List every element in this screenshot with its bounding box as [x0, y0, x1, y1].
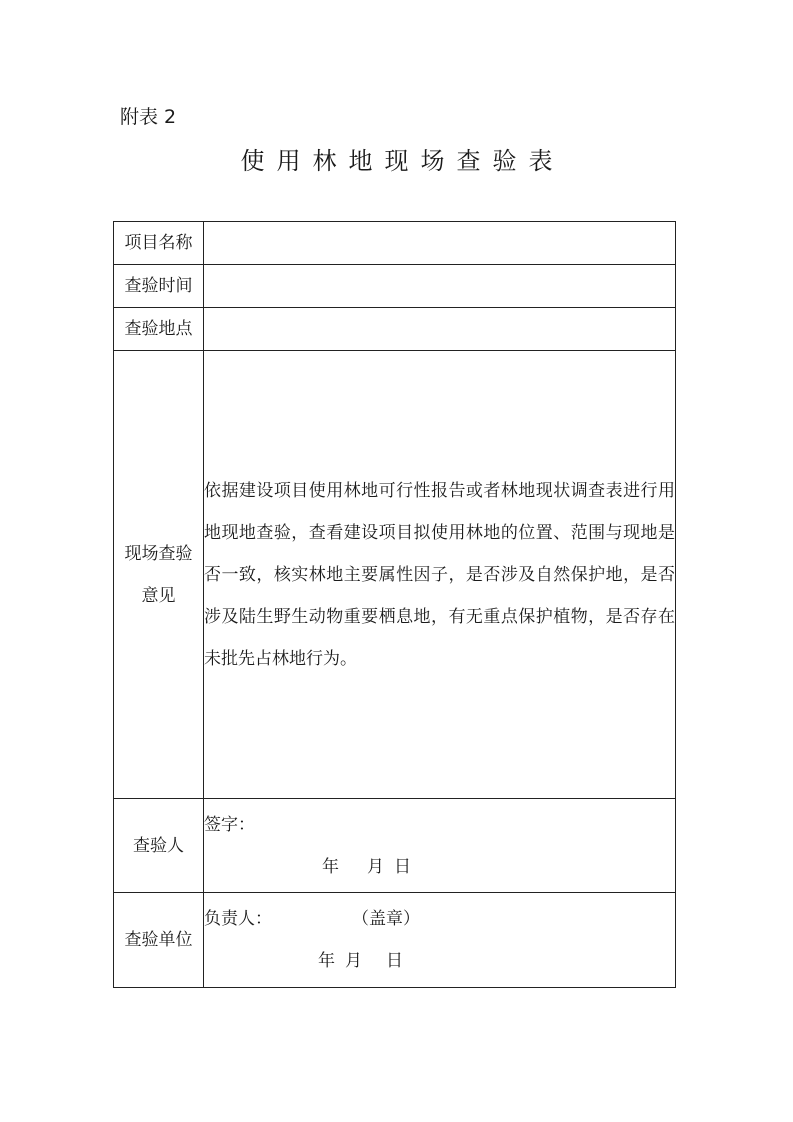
inspection-unit-label: 查验单位: [114, 893, 204, 988]
unit-date-month: 月: [345, 951, 362, 971]
signature-label: 签字：: [204, 814, 255, 835]
inspector-date-month: 月: [367, 856, 384, 877]
inspector-date: [204, 846, 675, 888]
inspector-field[interactable]: [204, 799, 676, 893]
row-site-opinion: [114, 351, 676, 799]
inspection-unit-field[interactable]: [204, 893, 676, 988]
row-project-name: [114, 222, 676, 265]
project-name-label: 项目名称: [114, 222, 204, 265]
site-opinion-label-line2: 意见: [141, 585, 176, 606]
site-opinion-field[interactable]: [204, 351, 676, 799]
site-inspection-form: [113, 221, 676, 988]
inspector-label: 查验人: [114, 799, 204, 893]
inspector-date-day: 日: [394, 856, 411, 877]
responsible-line: [204, 898, 675, 940]
inspection-location-field[interactable]: [204, 308, 676, 351]
project-name-field[interactable]: [204, 222, 676, 265]
inspection-time-label: 查验时间: [114, 265, 204, 308]
row-inspection-time: [114, 265, 676, 308]
row-inspector: [114, 799, 676, 893]
row-inspection-unit: [114, 893, 676, 988]
unit-date-year: 年: [318, 951, 335, 971]
site-opinion-text: 依据建设项目使用林地可行性报告或者林地现状调查表进行用地现地查验，查看建设项目拟使用林地的位置、范围与现地是否一致，核实林地主要属性因子，是否涉及自然保护地，是否涉及陆生野生动物重要栖息地，有无重点保护植物，是否存在未批先占林地行为。: [204, 480, 675, 669]
row-inspection-location: [114, 308, 676, 351]
inspector-date-year: 年: [322, 856, 339, 877]
seal-label: （盖章）: [352, 909, 420, 929]
responsible-label: 负责人：: [204, 909, 272, 929]
unit-date-day: 日: [386, 951, 403, 971]
site-opinion-label-line1: 现场查验: [124, 543, 193, 564]
document-title: 使用林地现场查验表: [240, 147, 565, 175]
inspection-time-field[interactable]: [204, 265, 676, 308]
unit-date: [204, 940, 675, 982]
annex-label: 附表 2: [120, 106, 177, 128]
site-opinion-label: [114, 351, 204, 799]
inspection-location-label: 查验地点: [114, 308, 204, 351]
